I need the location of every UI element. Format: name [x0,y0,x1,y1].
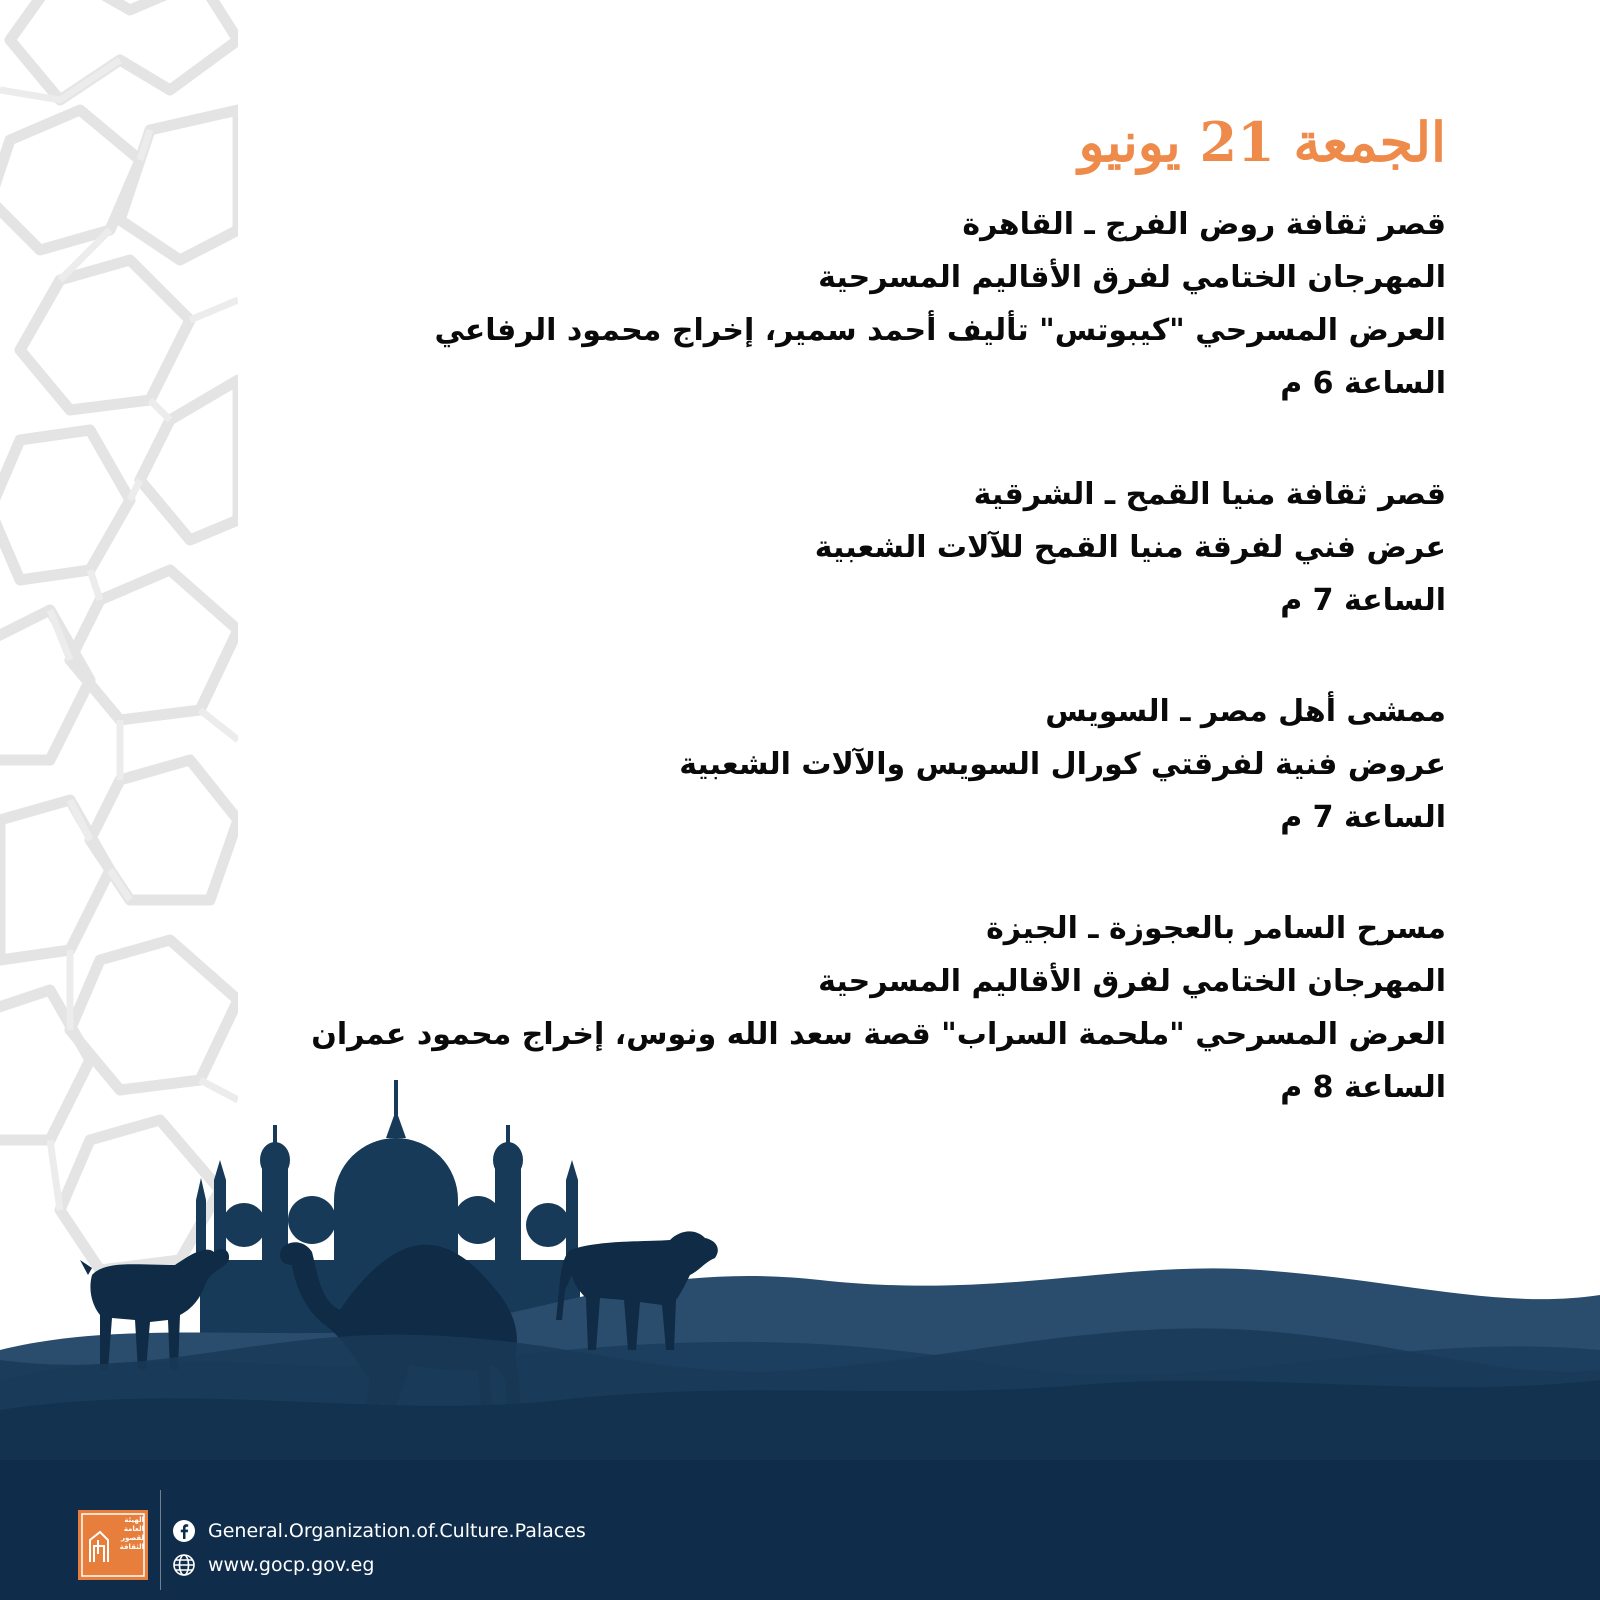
event-venue: قصر ثقافة روض الفرج ـ القاهرة [962,207,1446,242]
event-time: الساعة 6 م [1280,366,1446,401]
event-time: الساعة 7 م [1280,583,1446,618]
event-time: الساعة 8 م [1280,1070,1446,1105]
event-description: المهرجان الختامي لفرق الأقاليم المسرحية [818,964,1446,999]
event-description: العرض المسرحي "كيبوتس" تأليف أحمد سمير، إخراج محمود الرفاعي [434,313,1446,348]
event-venue: قصر ثقافة منيا القمح ـ الشرقية [973,477,1446,512]
event-venue: مسرح السامر بالعجوزة ـ الجيزة [986,911,1446,946]
website-url: www.gocp.gov.eg [208,1554,375,1576]
event-block [146,198,1446,410]
event-description: عروض فنية لفرقتي كورال السويس والآلات الشعبية [679,747,1446,782]
event-venue: ممشى أهل مصر ـ السويس [1045,694,1446,729]
logo-text: الهيئة العامة لقصور الثقافة [119,1516,144,1551]
website-link[interactable] [172,1550,374,1580]
facebook-link[interactable] [172,1516,586,1546]
schedule-content [146,100,1446,1172]
event-block [146,468,1446,627]
event-description: العرض المسرحي "ملحمة السراب" قصة سعد الله ونوس، إخراج محمود عمران [311,1017,1446,1052]
facebook-handle: General.Organization.of.Culture.Palaces [208,1520,586,1542]
globe-icon [172,1553,196,1577]
facebook-icon [172,1519,196,1543]
event-description: المهرجان الختامي لفرق الأقاليم المسرحية [818,260,1446,295]
page-title: الجمعة 21 يونيو [1078,110,1446,174]
event-description: عرض فني لفرقة منيا القمح للآلات الشعبية [814,530,1446,565]
gocp-logo [78,1510,148,1580]
footer-divider [160,1490,161,1590]
event-time: الساعة 7 م [1280,800,1446,835]
event-block [146,685,1446,844]
